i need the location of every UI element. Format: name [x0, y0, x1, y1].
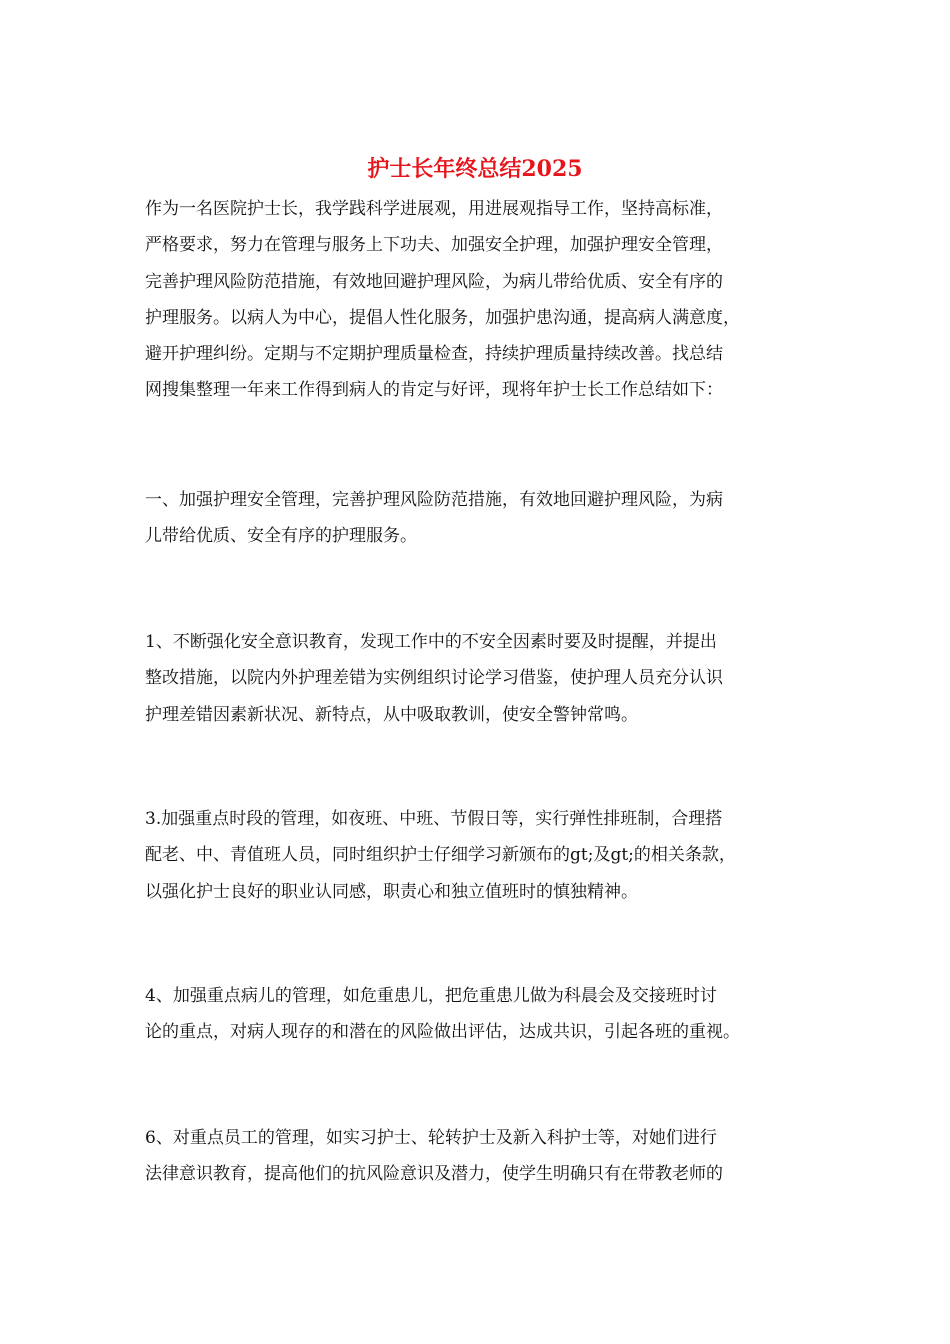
document-title: 护士长年终总结2025 — [367, 156, 583, 182]
text-line: 严格要求，努力在管理与服务上下功夫、加强安全护理，加强护理安全管理， — [145, 235, 723, 256]
text-line: 1、不断强化安全意识教育，发现工作中的不安全因素时要及时提醒，并提出 — [145, 632, 717, 652]
text-line: 网搜集整理一年来工作得到病人的肯定与好评，现将年护士长工作总结如下： — [145, 380, 723, 401]
text-line: 配老、中、青值班人员，同时组织护士仔细学习新颁布的gt;及gt;的相关条款， — [145, 845, 736, 866]
text-line: 法律意识教育，提高他们的抗风险意识及潜力，使学生明确只有在带教老师的 — [145, 1164, 723, 1185]
text-line: 4、加强重点病儿的管理，如危重患儿，把危重患儿做为科晨会及交接班时讨 — [145, 986, 717, 1006]
paragraph-item-1 — [145, 624, 815, 733]
text-line: 论的重点，对病人现存的和潜在的风险做出评估，达成共识，引起各班的重视。 — [145, 1022, 740, 1043]
paragraph-item-3 — [145, 801, 815, 910]
text-line: 完善护理风险防范措施，有效地回避护理风险，为病儿带给优质、安全有序的 — [145, 271, 723, 292]
text-line: 6、对重点员工的管理，如实习护士、轮转护士及新入科护士等，对她们进行 — [145, 1128, 717, 1148]
text-line: 一、加强护理安全管理，完善护理风险防范措施，有效地回避护理风险，为病 — [145, 490, 723, 510]
text-line: 整改措施，以院内外护理差错为实例组织讨论学习借鉴，使护理人员充分认识 — [145, 668, 723, 689]
text-line: 儿带给优质、安全有序的护理服务。 — [145, 526, 417, 547]
text-line: 避开护理纠纷。定期与不定期护理质量检查，持续护理质量持续改善。找总结 — [145, 344, 723, 365]
text-line: 以强化护士良好的职业认同感，职责心和独立值班时的慎独精神。 — [145, 881, 638, 902]
paragraph-intro — [145, 191, 815, 409]
text-line: 作为一名医院护士长，我学践科学进展观，用进展观指导工作，坚持高标准， — [145, 199, 723, 219]
paragraph-section-1 — [145, 482, 815, 555]
text-line: 护理差错因素新状况、新特点，从中吸取教训，使安全警钟常鸣。 — [145, 704, 638, 725]
paragraph-item-4 — [145, 978, 815, 1051]
text-line: 3.加强重点时段的管理，如夜班、中班、节假日等，实行弹性排班制，合理搭 — [145, 809, 723, 829]
paragraph-item-6 — [145, 1120, 815, 1193]
text-line: 护理服务。以病人为中心，提倡人性化服务，加强护患沟通，提高病人满意度， — [145, 307, 740, 328]
